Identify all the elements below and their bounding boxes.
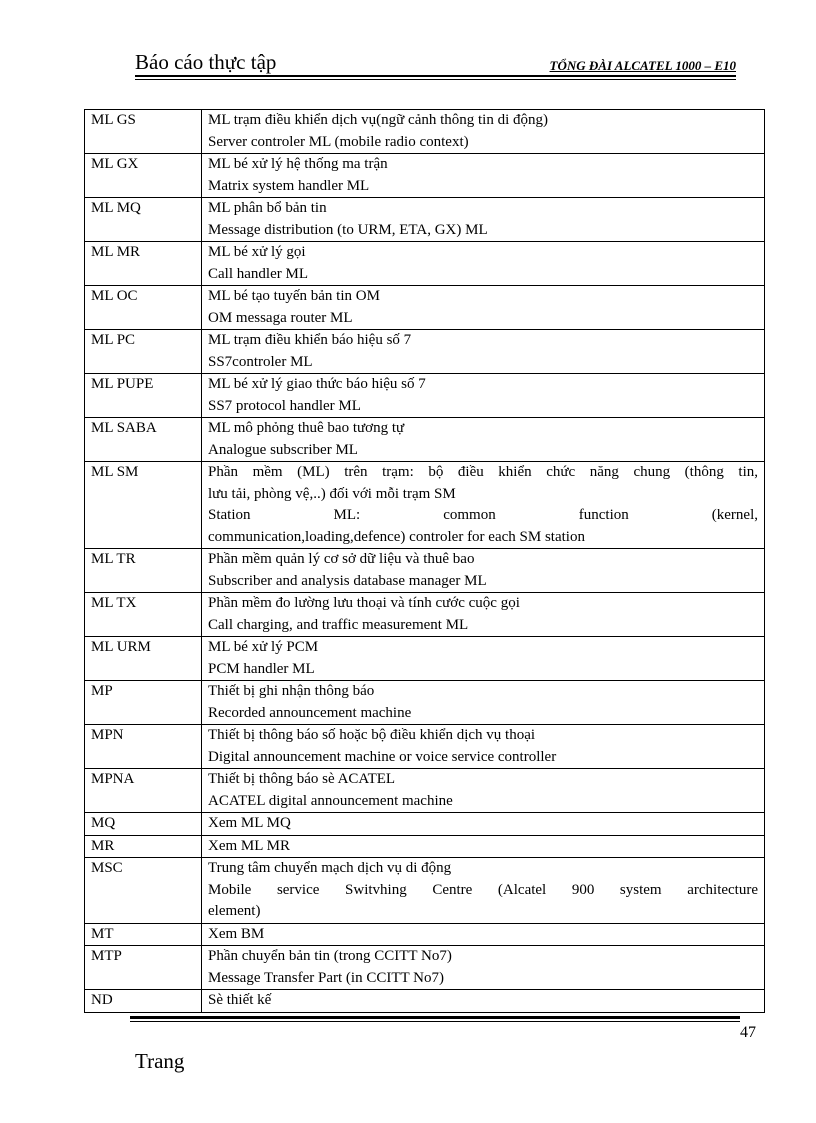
abbreviation-cell: MP [85,681,202,725]
definition-cell [202,330,765,374]
abbreviation-cell: ML PUPE [85,374,202,418]
definition-cell [202,198,765,242]
definition-line: SS7controler ML [208,353,313,370]
footer-rule [130,1016,740,1019]
definition-line: Phần mềm quản lý cơ sở dữ liệu và thuê bao [208,551,475,567]
definition-line: Phần mềm (ML) trên trạm: bộ điều khiển chức năng chung (thông tin, [208,464,758,480]
definition-cell [202,769,765,813]
definition-line: OM messaga router ML [208,309,353,326]
definition-line: Message Transfer Part (in CCITT No7) [208,969,444,986]
definition-line: lưu tải, phòng vệ,..) đối với mỗi trạm SM [208,485,456,502]
definition-cell [202,110,765,154]
definition-cell [202,418,765,462]
abbreviation-cell: ML TR [85,549,202,593]
abbreviation-cell: ML SABA [85,418,202,462]
definition-line: ML bé tạo tuyến bản tin OM [208,288,380,304]
definition-cell [202,593,765,637]
table-row [85,637,765,681]
table-row [85,769,765,813]
definition-cell [202,813,765,836]
page-number: 47 [740,1024,756,1041]
definition-line: communication,loading,defence) controler for each SM station [208,528,585,545]
definition-line: Thiết bị ghi nhận thông báo [208,683,375,699]
abbreviation-cell: MPNA [85,769,202,813]
table-row [85,990,765,1013]
definition-cell [202,286,765,330]
definition-line: ACATEL digital announcement machine [208,792,453,809]
abbreviation-cell: MPN [85,725,202,769]
definition-line: Call charging, and traffic measurement ML [208,616,469,633]
abbreviation-cell: ML SM [85,462,202,549]
definition-line: Matrix system handler ML [208,177,370,194]
abbreviation-cell: ML PC [85,330,202,374]
header-title: Báo cáo thực tập [135,50,277,74]
definition-cell [202,242,765,286]
table-row [85,813,765,836]
table-row [85,725,765,769]
definition-line: Xem ML MR [208,837,290,854]
table-row [85,374,765,418]
definition-line: Subscriber and analysis database manager ML [208,572,487,589]
definition-line: Trung tâm chuyển mạch dịch vụ di động [208,860,452,876]
definition-line: SS7 protocol handler ML [208,397,361,414]
definition-line: ML bé xử lý giao thức báo hiệu số 7 [208,376,426,392]
abbreviation-cell: MQ [85,813,202,836]
table-row [85,198,765,242]
definition-cell [202,637,765,681]
definition-line: Recorded announcement machine [208,704,412,721]
abbreviation-cell: ND [85,990,202,1013]
trang-label: Trang [135,1049,185,1073]
abbreviation-cell: ML GS [85,110,202,154]
definition-cell [202,725,765,769]
definition-cell [202,835,765,858]
definition-line: ML phân bổ bản tin [208,200,327,216]
footer-rule-thin [130,1021,740,1022]
abbreviation-cell: MR [85,835,202,858]
definition-line: ML trạm điều khiển dịch vụ(ngữ cảnh thông tin di động) [208,112,549,128]
definition-cell [202,462,765,549]
definition-cell [202,549,765,593]
definition-cell [202,990,765,1013]
definition-line: Analogue subscriber ML [208,441,358,458]
abbreviation-cell: ML URM [85,637,202,681]
table-row [85,154,765,198]
abbreviation-cell: MTP [85,946,202,990]
definition-line: Xem ML MQ [208,815,291,831]
header-rule-thin [135,79,736,80]
definition-cell [202,681,765,725]
table-row [85,110,765,154]
definition-line: ML bé xử lý hệ thống ma trận [208,156,388,172]
definition-line: PCM handler ML [208,660,315,677]
table-row [85,681,765,725]
table-row [85,286,765,330]
glossary-table [84,109,765,1013]
abbreviation-cell: MT [85,923,202,946]
abbreviation-cell: ML MQ [85,198,202,242]
definition-line: Thiết bị thông báo sè ACATEL [208,771,396,787]
definition-line: Thiết bị thông báo số hoặc bộ điều khiển dịch vụ thoại [208,727,536,743]
header-rule [135,75,736,77]
definition-line: Sè thiết kế [208,992,272,1008]
definition-cell [202,858,765,924]
definition-line: Mobile service Switvhing Centre (Alcatel 900 system architecture [208,881,758,898]
definition-line: Station ML: common function (kernel, [208,507,758,523]
table-row [85,923,765,946]
definition-cell [202,946,765,990]
abbreviation-cell: MSC [85,858,202,924]
table-row [85,242,765,286]
definition-cell [202,923,765,946]
definition-line: Digital announcement machine or voice service controller [208,748,557,765]
table-row [85,330,765,374]
definition-line: Xem BM [208,925,265,942]
table-row [85,946,765,990]
abbreviation-cell: ML GX [85,154,202,198]
definition-line: element) [208,903,261,919]
table-row [85,549,765,593]
definition-line: ML bé xử lý PCM [208,639,319,655]
definition-cell [202,154,765,198]
definition-line: Phần chuyển bản tin (trong CCITT No7) [208,948,452,964]
definition-cell [202,374,765,418]
abbreviation-cell: ML OC [85,286,202,330]
table-row [85,462,765,549]
abbreviation-cell: ML TX [85,593,202,637]
definition-line: Server controler ML (mobile radio context) [208,133,469,150]
header-subtitle: TỔNG ĐÀI ALCATEL 1000 – E10 [549,58,736,73]
table-row [85,593,765,637]
table-row [85,835,765,858]
definition-line: Message distribution (to URM, ETA, GX) ML [208,221,488,238]
definition-line: ML bé xử lý gọi [208,244,306,260]
glossary-body [85,110,765,1013]
definition-line: ML trạm điều khiển báo hiệu số 7 [208,332,412,348]
definition-line: ML mô phỏng thuê bao tương tự [208,420,405,436]
table-row [85,418,765,462]
table-row [85,858,765,924]
definition-line: Phần mềm đo lường lưu thoại và tính cước cuộc gọi [208,595,520,611]
definition-line: Call handler ML [208,265,308,282]
abbreviation-cell: ML MR [85,242,202,286]
